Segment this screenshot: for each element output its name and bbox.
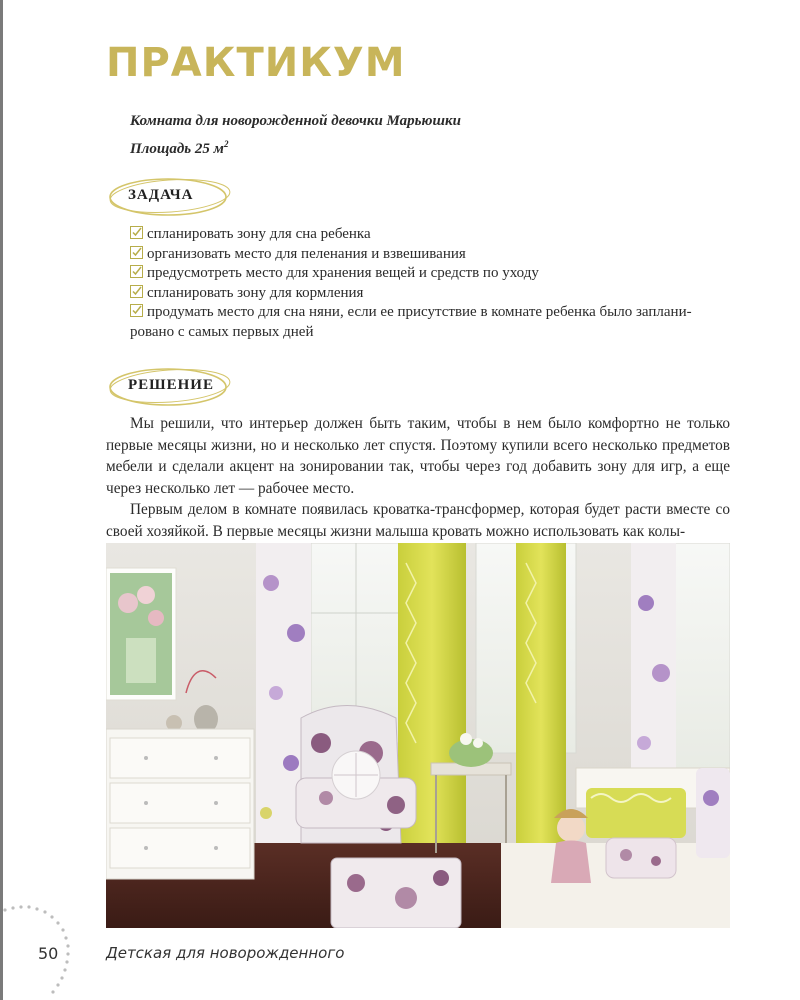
checkbox-checked-icon — [130, 265, 143, 278]
task-item-text: продумать место для сна няни, если ее присутствие в комнате ребенка было заплани- — [147, 304, 692, 320]
running-footer-title: Детская для новорожденного — [106, 944, 345, 962]
room-area — [130, 133, 461, 161]
task-item — [130, 303, 740, 323]
nursery-photo — [106, 543, 730, 928]
task-item — [130, 245, 740, 265]
page-edge-rule — [0, 0, 3, 1000]
solution-text — [106, 413, 730, 542]
page-number: 50 — [38, 944, 59, 963]
solution-paragraph-2: Первым делом в комнате появилась кроватка-трансформер, которая будет расти вместе со своей хозяйкой. В первые месяцы жизни малыша кровать можно использовать как колы- — [106, 501, 730, 540]
room-area-unit-sup: 2 — [223, 139, 229, 149]
solution-heading-badge — [104, 364, 234, 410]
solution-heading: РЕШЕНИЕ — [128, 377, 214, 393]
room-area-text: Площадь 25 м — [130, 141, 224, 157]
task-item-continuation: ровано с самых первых дней — [130, 323, 314, 340]
task-item-text: спланировать зону для сна ребенка — [147, 226, 371, 242]
task-heading: ЗАДАЧА — [128, 187, 194, 203]
nursery-room-image — [106, 543, 730, 928]
checkbox-checked-icon — [130, 246, 143, 259]
task-item-text: организовать место для пеленания и взвешивания — [147, 245, 466, 262]
room-name: Комната для новорожденной девочки Марьюшки — [130, 113, 461, 129]
task-list — [130, 225, 740, 342]
task-item — [130, 284, 740, 304]
room-description — [130, 110, 461, 161]
page-title: ПРАКТИКУМ — [106, 40, 406, 86]
solution-paragraph-1: Мы решили, что интерьер должен быть таким, чтобы в нем было комфортно не только первые месяцы жизни, но и несколько лет спустя. Поэтому купили всего несколько предметов мебели и сделали акцент на зонировании так, чтобы через год добавить зону для игр, а еще через несколько лет — рабочее место. — [106, 415, 730, 497]
checkbox-checked-icon — [130, 226, 143, 239]
task-heading-badge — [104, 174, 234, 220]
checkbox-checked-icon — [130, 304, 143, 317]
task-item-text: предусмотреть место для хранения вещей и средств по уходу — [147, 265, 539, 281]
task-item-text: спланировать зону для кормления — [147, 284, 364, 301]
task-item — [130, 264, 740, 284]
checkbox-checked-icon — [130, 285, 143, 298]
task-item — [130, 225, 740, 245]
